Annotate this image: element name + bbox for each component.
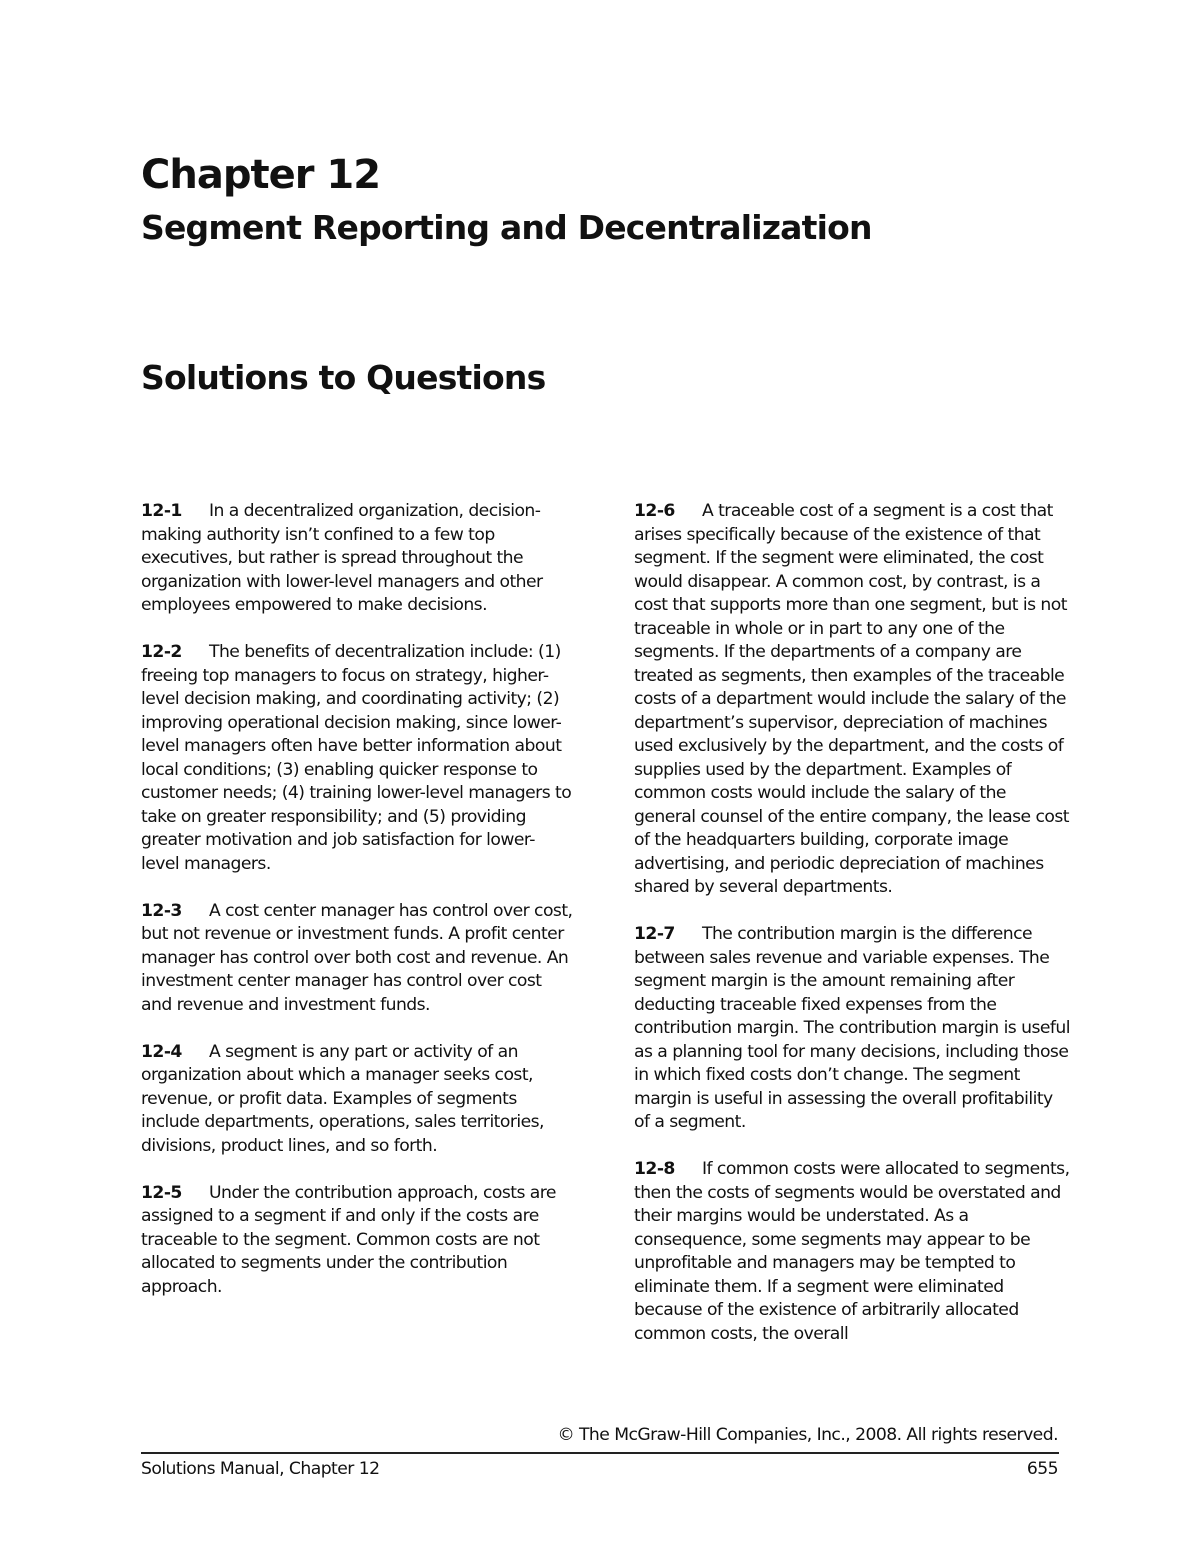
question-12-8 (634, 1158, 1070, 1346)
copyright-notice: © The McGraw-Hill Companies, Inc., 2008. All rights reserved. (557, 1425, 1058, 1445)
question-12-4 (141, 1041, 573, 1159)
footer-manual-label: Solutions Manual, Chapter 12 (141, 1459, 380, 1479)
left-column (141, 500, 573, 1323)
right-column (634, 500, 1070, 1370)
question-answer-text: A traceable cost of a segment is a cost that arises specifically because of the existence of that segment. If the segment were eliminated, the cost would disappear. A common cost, by contrast, is a cost that supports more than one segment, but is not traceable in whole or in part to any one of the segments. If the departments of a company are treated as segments, then examples of the traceable costs of a department would include the salary of the department’s supervisor, depreciation of machines used exclusively by the department, and the costs of supplies used by the department. Examples of common costs would include the salary of the general counsel of the entire company, the lease cost of the headquarters building, corporate image advertising, and periodic depreciation of machines shared by several departments. (634, 501, 1069, 897)
question-answer-text: Under the contribution approach, costs are assigned to a segment if and only if the costs are traceable to the segment. Common costs are not allocated to segments under the contribution approach. (141, 1182, 556, 1297)
question-12-5 (141, 1182, 573, 1300)
question-12-7 (634, 923, 1070, 1135)
question-answer-text: A cost center manager has control over cost, but not revenue or investment funds. A profit center manager has control over both cost and revenue. An investment center manager has control over cost and revenue and investment funds. (141, 900, 573, 1015)
question-number: 12-7 (634, 924, 675, 944)
question-number: 12-8 (634, 1159, 675, 1179)
question-number: 12-1 (141, 501, 182, 521)
question-number: 12-6 (634, 501, 675, 521)
question-number: 12-2 (141, 642, 182, 662)
question-12-6 (634, 500, 1070, 900)
page-number: 655 (1026, 1459, 1058, 1479)
footer-divider (141, 1452, 1059, 1454)
question-12-2 (141, 641, 573, 876)
chapter-title: Chapter 12 (141, 152, 381, 198)
chapter-subtitle: Segment Reporting and Decentralization (141, 208, 872, 247)
question-number: 12-4 (141, 1041, 182, 1062)
question-12-3 (141, 900, 573, 1018)
question-answer-text: In a decentralized organization, decision-making authority isn’t confined to a few top executives, but rather is spread throughout the organization with lower-level managers and other employees empowered to make decisions. (141, 501, 543, 615)
question-answer-text: If common costs were allocated to segments, then the costs of segments would be overstated and their margins would be understated. As a consequence, some segments may appear to be unprofitable and managers may be tempted to eliminate them. If a segment were eliminated because of the existence of arbitrarily allocated common costs, the overall (634, 1159, 1070, 1344)
question-answer-text: A segment is any part or activity of an organization about which a manager seeks cost, revenue, or profit data. Examples of segments include departments, operations, sales territories, divisions, product lines, and so forth. (141, 1041, 544, 1156)
question-answer-text: The contribution margin is the difference between sales revenue and variable expenses. The segment margin is the amount remaining after deducting traceable fixed expenses from the contribution margin. The contribution margin is useful as a planning tool for many decisions, including those in which fixed costs don’t change. The segment margin is useful in assessing the overall profitability of a segment. (634, 924, 1070, 1132)
question-12-1 (141, 500, 573, 618)
question-answer-text: The benefits of decentralization include: (1) freeing top managers to focus on strategy, higher-level decision making, and coordinating activity; (2) improving operational decision making, since lower-level managers often have better information about local conditions; (3) enabling quicker response to customer needs; (4) training lower-level managers to take on greater responsibility; and (5) providing greater motivation and job satisfaction for lower-level managers. (141, 642, 572, 874)
question-number: 12-3 (141, 900, 182, 921)
section-title: Solutions to Questions (141, 358, 546, 397)
question-number: 12-5 (141, 1182, 182, 1203)
